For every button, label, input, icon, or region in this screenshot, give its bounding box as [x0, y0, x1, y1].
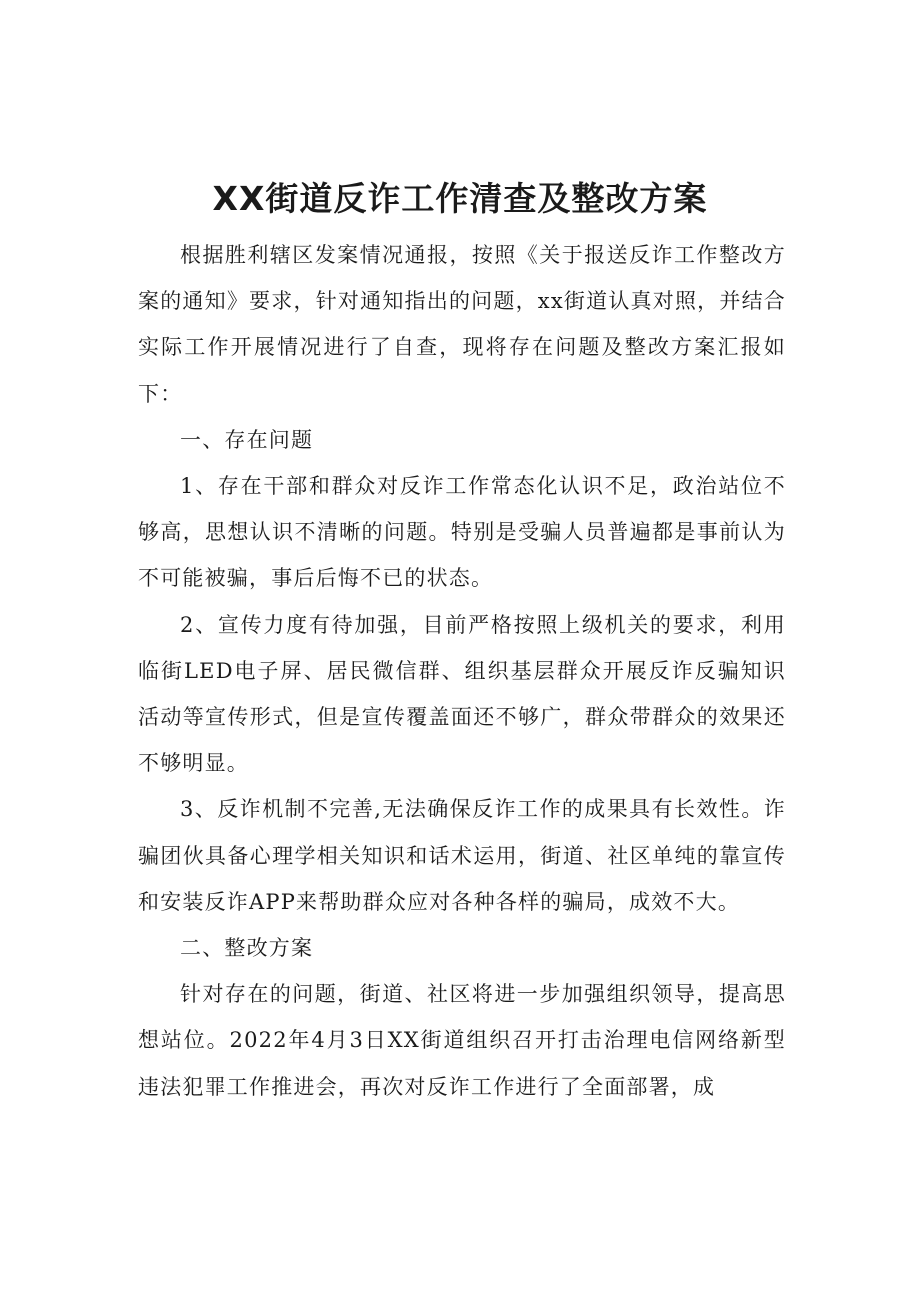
document-title: XX街道反诈工作清查及整改方案 [212, 179, 708, 218]
problem-item-3: 3、反诈机制不完善,无法确保反诈工作的成果具有长效性。诈骗团伙具备心理学相关知识和话术运用，街道、社区单纯的靠宣传和安装反诈APP来帮助群众应对各种各样的骗局，成效不大。 [138, 797, 786, 914]
intro-paragraph: 根据胜利辖区发案情况通报，按照《关于报送反诈工作整改方案的通知》要求，针对通知指出的问题，xx街道认真对照，并结合实际工作开展情况进行了自查，现将存在问题及整改方案汇报如下： [138, 243, 786, 406]
section-heading-problems: 一、存在问题 [180, 427, 314, 452]
section-heading-rectification: 二、整改方案 [180, 936, 314, 961]
problem-item-1: 1、存在干部和群众对反诈工作常态化认识不足，政治站位不够高，思想认识不清晰的问题。特别是受骗人员普遍都是事前认为不可能被骗，事后后悔不已的状态。 [138, 474, 786, 591]
document-body [138, 232, 786, 1110]
problem-item-2: 2、宣传力度有待加强，目前严格按照上级机关的要求，利用临街LED电子屏、居民微信群、组织基层群众开展反诈反骗知识活动等宣传形式，但是宣传覆盖面还不够广，群众带群众的效果还不够明显。 [138, 612, 786, 776]
rectification-paragraph: 针对存在的问题，街道、社区将进一步加强组织领导，提高思想站位。2022年4月3日XX街道组织召开打击治理电信网络新型违法犯罪工作推进会，再次对反诈工作进行了全面部署，成 [138, 982, 786, 1099]
